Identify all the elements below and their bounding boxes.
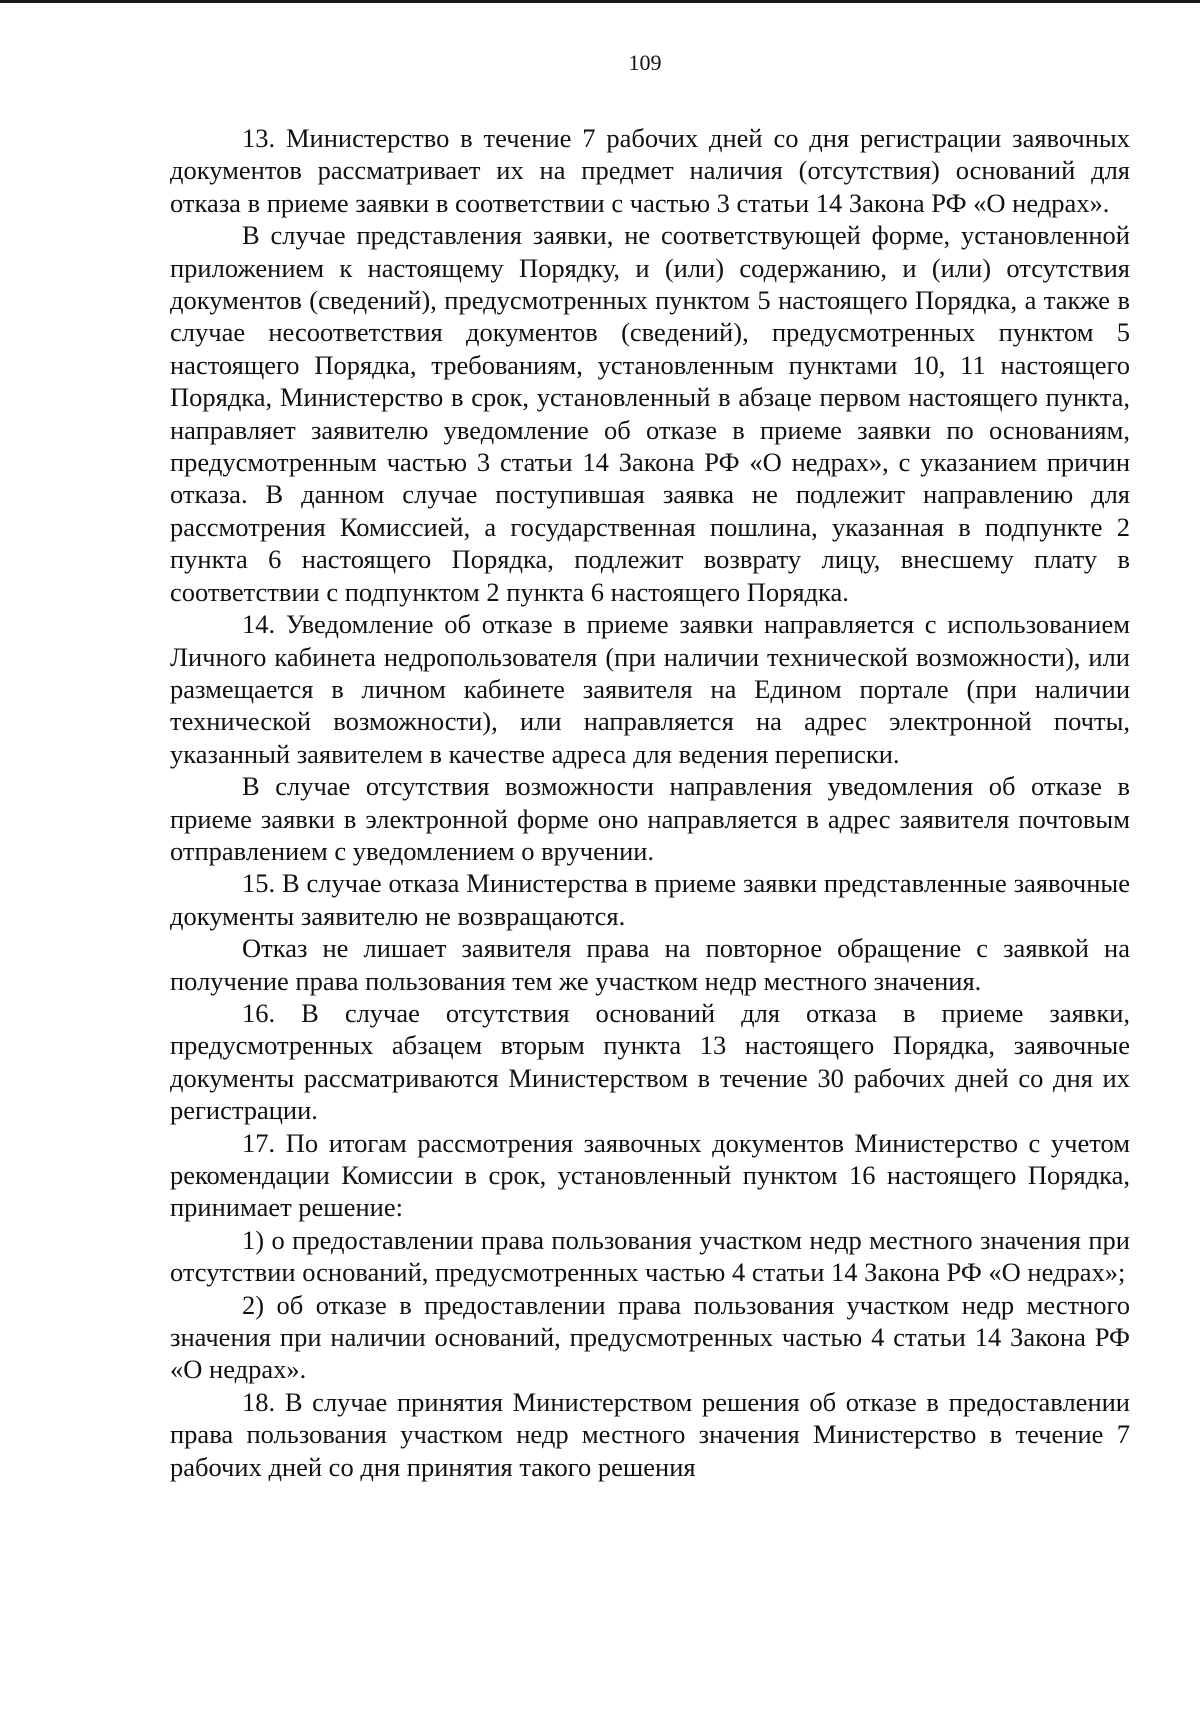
paragraph-13: 13. Министерство в течение 7 рабочих дней со дня регистрации заявочных документов рассматривает их на предмет наличия (отсутствия) оснований для отказа в приеме заявки в соответствии с частью 3 статьи 14 Закона РФ «О недрах». <box>170 123 1130 218</box>
page-number: 109 <box>628 50 662 75</box>
paragraph-14-part-2: В случае отсутствия возможности направления уведомления об отказе в приеме заявки в электронной форме оно направляется в адрес заявителя почтовым отправлением с уведомлением о вручении. <box>170 771 1130 866</box>
paragraph-14: 14. Уведомление об отказе в приеме заявки направляется с использованием Личного кабинета недропользователя (при наличии технической возможности), или размещается в личном кабинете заявителя на Едином портале (при наличии технической возможности), или направляется на адрес электронной почты, указанный заявителем в качестве адреса для ведения переписки. <box>170 609 1130 769</box>
paragraph-13-part-2: В случае представления заявки, не соответствующей форме, установленной приложением к настоящему Порядку, и (или) содержанию, и (или) отсутствия документов (сведений), предусмотренных пунктом 5 настоящего Порядка, а также в случае несоответствия документов (сведений), предусмотренных пунктом 5 настоящего Порядка, требованиям, установленным пунктами 10, 11 настоящего Порядка, Министерство в срок, установленный в абзаце первом настоящего пункта, направляет заявителю уведомление об отказе в приеме заявки по основаниям, предусмотренным частью 3 статьи 14 Закона РФ «О недрах», с указанием причин отказа. В данном случае поступившая заявка не подлежит направлению для рассмотрения Комиссией, а государственная пошлина, указанная в подпункте 2 пункта 6 настоящего Порядка, подлежит возврату лицу, внесшему плату в соответствии с подпунктом 2 пункта 6 настоящего Порядка. <box>170 220 1130 607</box>
paragraph-17-item-2: 2) об отказе в предоставлении права пользования участком недр местного значения при наличии оснований, предусмотренных частью 4 статьи 14 Закона РФ «О недрах». <box>170 1289 1130 1385</box>
document-body <box>170 122 1130 1483</box>
paragraph-17-item-1: 1) о предоставлении права пользования участком недр местного значения при отсутствии оснований, предусмотренных частью 4 статьи 14 Закона РФ «О недрах»; <box>170 1224 1130 1288</box>
paragraph-17: 17. По итогам рассмотрения заявочных документов Министерство с учетом рекомендации Комиссии в срок, установленный пунктом 16 настоящего Порядка, принимает решение: <box>170 1127 1130 1223</box>
scan-top-edge <box>0 0 1200 3</box>
paragraph-18: 18. В случае принятия Министерством решения об отказе в предоставлении права пользования участком недр местного значения Министерство в течение 7 рабочих дней со дня принятия такого решения <box>170 1386 1130 1482</box>
paragraph-15: 15. В случае отказа Министерства в приеме заявки представленные заявочные документы заявителю не возвращаются. <box>170 868 1130 931</box>
paragraph-16: 16. В случае отсутствия оснований для отказа в приеме заявки, предусмотренных абзацем вторым пункта 13 настоящего Порядка, заявочные документы рассматриваются Министерством в течение 30 рабочих дней со дня их регистрации. <box>170 997 1130 1126</box>
paragraph-15-part-2: Отказ не лишает заявителя права на повторное обращение с заявкой на получение права пользования тем же участком недр местного значения. <box>170 933 1130 996</box>
